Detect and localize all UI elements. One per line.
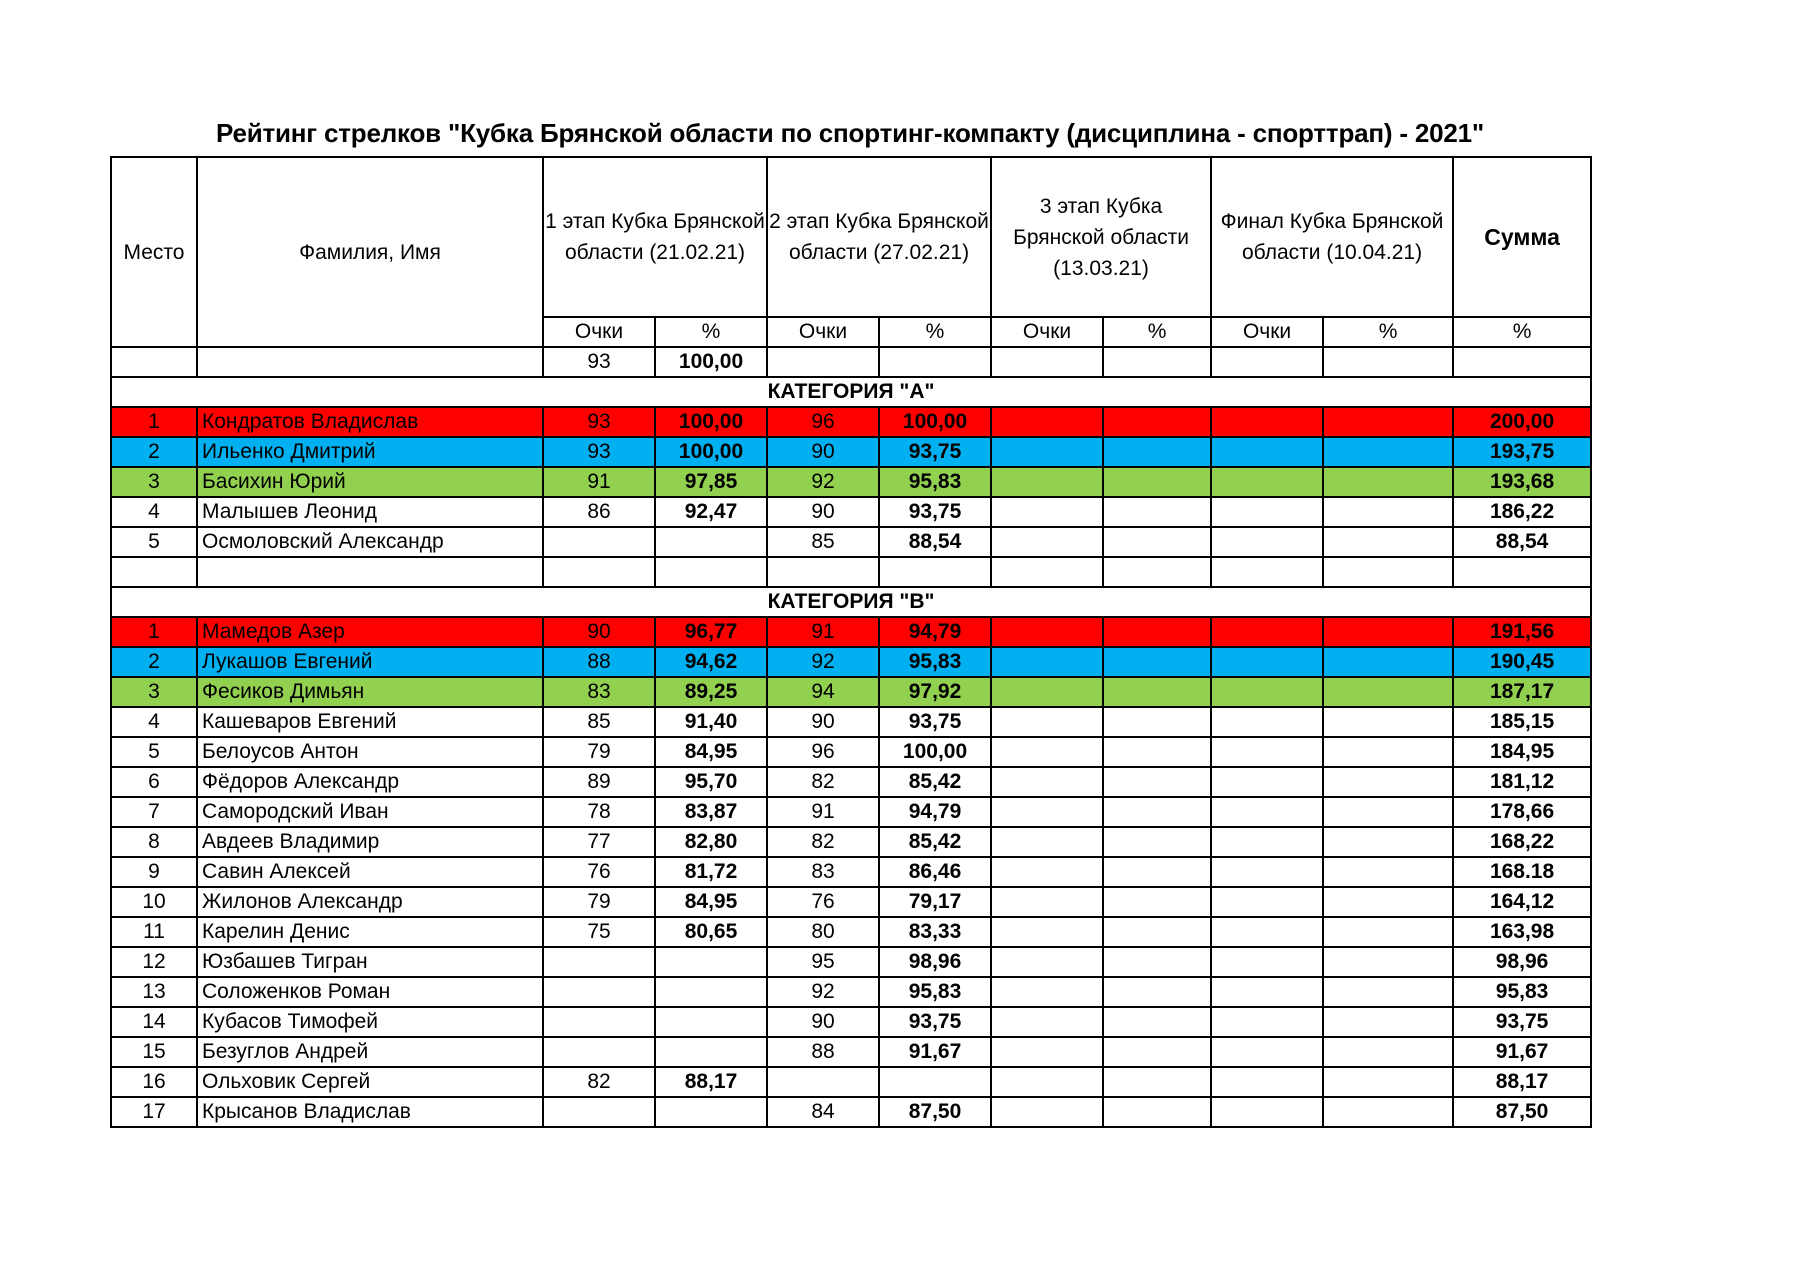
stage3-points-cell — [991, 917, 1103, 947]
final-percent-cell — [1323, 917, 1453, 947]
stage2-percent-cell: 79,17 — [879, 887, 991, 917]
stage3-percent-cell — [1103, 1037, 1211, 1067]
name-cell: Кубасов Тимофей — [197, 1007, 543, 1037]
final-percent-cell — [1323, 767, 1453, 797]
name-cell: Безуглов Андрей — [197, 1037, 543, 1067]
stage1-percent-cell: 88,17 — [655, 1067, 767, 1097]
col-sum-header: Сумма — [1453, 157, 1591, 317]
spacer-row — [111, 557, 1591, 587]
stage2-points-cell: 92 — [767, 467, 879, 497]
sum-cell: 190,45 — [1453, 647, 1591, 677]
stage1-percent-cell — [655, 947, 767, 977]
sum-cell: 98,96 — [1453, 947, 1591, 977]
sum-percent-header: % — [1453, 317, 1591, 347]
name-cell: Соложенков Роман — [197, 977, 543, 1007]
stage3-percent-cell — [1103, 497, 1211, 527]
stage3-percent-cell — [1103, 437, 1211, 467]
place-cell: 2 — [111, 437, 197, 467]
stage1-points-cell — [543, 1097, 655, 1127]
stage3-percent-cell — [1103, 617, 1211, 647]
stage3-points-cell — [991, 467, 1103, 497]
name-cell: Лукашов Евгений — [197, 647, 543, 677]
stage1-points-cell: 78 — [543, 797, 655, 827]
place-cell: 11 — [111, 917, 197, 947]
final-percent-cell — [1323, 1007, 1453, 1037]
name-cell: Авдеев Владимир — [197, 827, 543, 857]
stage1-points-cell: 79 — [543, 737, 655, 767]
place-cell: 4 — [111, 497, 197, 527]
stage1-points-cell: 75 — [543, 917, 655, 947]
final-percent-cell — [1323, 527, 1453, 557]
place-cell: 2 — [111, 647, 197, 677]
stage1-points-cell: 82 — [543, 1067, 655, 1097]
place-cell: 12 — [111, 947, 197, 977]
table-row — [111, 1037, 1591, 1067]
final-percent-cell — [1323, 1067, 1453, 1097]
stage1-percent-header: % — [655, 317, 767, 347]
place-cell: 3 — [111, 677, 197, 707]
stage1-percent-cell: 100,00 — [655, 407, 767, 437]
stage1-points-cell: 89 — [543, 767, 655, 797]
name-cell: Савин Алексей — [197, 857, 543, 887]
stage2-percent-cell: 98,96 — [879, 947, 991, 977]
stage2-percent-cell: 94,79 — [879, 617, 991, 647]
stage1-percent-cell: 100,00 — [655, 437, 767, 467]
name-cell: Крысанов Владислав — [197, 1097, 543, 1127]
place-cell: 8 — [111, 827, 197, 857]
stage2-points-cell: 76 — [767, 887, 879, 917]
stage1-points-cell — [543, 527, 655, 557]
stage3-points-cell — [991, 647, 1103, 677]
stage1-points-cell — [543, 977, 655, 1007]
stage2-points-cell: 84 — [767, 1097, 879, 1127]
stage3-percent-cell — [1103, 407, 1211, 437]
stage2-points-cell: 96 — [767, 407, 879, 437]
place-cell: 5 — [111, 527, 197, 557]
stage2-points-cell: 94 — [767, 677, 879, 707]
stage2-percent-cell: 93,75 — [879, 707, 991, 737]
stage3-percent-cell — [1103, 737, 1211, 767]
stage3-percent-cell — [1103, 977, 1211, 1007]
final-points-cell — [1211, 407, 1323, 437]
max-stage1-points: 93 — [543, 347, 655, 377]
sum-cell: 178,66 — [1453, 797, 1591, 827]
stage1-percent-cell: 80,65 — [655, 917, 767, 947]
stage2-points-cell: 92 — [767, 977, 879, 1007]
sum-cell: 181,12 — [1453, 767, 1591, 797]
final-percent-cell — [1323, 977, 1453, 1007]
stage3-points-cell — [991, 857, 1103, 887]
table-row — [111, 767, 1591, 797]
stage1-percent-cell: 97,85 — [655, 467, 767, 497]
sum-cell: 93,75 — [1453, 1007, 1591, 1037]
stage2-points-cell — [767, 1067, 879, 1097]
stage1-points-cell — [543, 1007, 655, 1037]
final-percent-header: % — [1323, 317, 1453, 347]
table-row — [111, 737, 1591, 767]
stage3-points-cell — [991, 497, 1103, 527]
stage3-percent-cell — [1103, 1067, 1211, 1097]
stage1-percent-cell — [655, 1007, 767, 1037]
table-row — [111, 887, 1591, 917]
table-row — [111, 947, 1591, 977]
stage3-percent-cell — [1103, 797, 1211, 827]
stage1-percent-cell: 84,95 — [655, 887, 767, 917]
stage2-percent-cell: 88,54 — [879, 527, 991, 557]
stage2-points-cell: 90 — [767, 437, 879, 467]
stage3-percent-cell — [1103, 917, 1211, 947]
table-row — [111, 917, 1591, 947]
stage1-points-cell: 85 — [543, 707, 655, 737]
place-cell: 7 — [111, 797, 197, 827]
stage1-points-cell: 76 — [543, 857, 655, 887]
sum-cell: 193,75 — [1453, 437, 1591, 467]
final-points-cell — [1211, 767, 1323, 797]
place-cell: 1 — [111, 617, 197, 647]
stage1-points-cell: 79 — [543, 887, 655, 917]
stage1-points-cell: 90 — [543, 617, 655, 647]
sum-cell: 168.18 — [1453, 857, 1591, 887]
place-cell: 9 — [111, 857, 197, 887]
stage3-percent-cell — [1103, 857, 1211, 887]
final-points-cell — [1211, 527, 1323, 557]
place-cell: 10 — [111, 887, 197, 917]
stage3-points-cell — [991, 767, 1103, 797]
sum-cell: 164,12 — [1453, 887, 1591, 917]
stage1-percent-cell: 96,77 — [655, 617, 767, 647]
sum-cell: 191,56 — [1453, 617, 1591, 647]
stage3-points-cell — [991, 797, 1103, 827]
stage3-points-header: Очки — [991, 317, 1103, 347]
table-row — [111, 1067, 1591, 1097]
table-row — [111, 827, 1591, 857]
table-row — [111, 707, 1591, 737]
stage1-points-cell: 93 — [543, 437, 655, 467]
final-percent-cell — [1323, 407, 1453, 437]
table-row — [111, 527, 1591, 557]
name-cell: Ильенко Дмитрий — [197, 437, 543, 467]
category-a-label: КАТЕГОРИЯ "А" — [111, 377, 1591, 407]
table-row — [111, 857, 1591, 887]
stage1-percent-cell — [655, 1097, 767, 1127]
stage2-percent-cell: 85,42 — [879, 767, 991, 797]
stage1-percent-cell: 89,25 — [655, 677, 767, 707]
final-points-header: Очки — [1211, 317, 1323, 347]
stage1-percent-cell: 84,95 — [655, 737, 767, 767]
final-percent-cell — [1323, 467, 1453, 497]
stage2-percent-cell: 91,67 — [879, 1037, 991, 1067]
stage1-points-header: Очки — [543, 317, 655, 347]
place-cell: 17 — [111, 1097, 197, 1127]
table-row — [111, 977, 1591, 1007]
final-points-cell — [1211, 917, 1323, 947]
final-points-cell — [1211, 647, 1323, 677]
name-cell: Ольховик Сергей — [197, 1067, 543, 1097]
stage1-points-cell: 77 — [543, 827, 655, 857]
stage2-percent-cell: 95,83 — [879, 467, 991, 497]
stage2-points-cell: 82 — [767, 767, 879, 797]
stage3-points-cell — [991, 1067, 1103, 1097]
page-title: Рейтинг стрелков "Кубка Брянской области по спортинг-компакту (дисциплина - спорттрап) - 2021" — [215, 118, 1485, 148]
sum-cell: 184,95 — [1453, 737, 1591, 767]
place-cell: 15 — [111, 1037, 197, 1067]
stage1-points-cell — [543, 947, 655, 977]
stage1-percent-cell: 82,80 — [655, 827, 767, 857]
stage3-points-cell — [991, 437, 1103, 467]
stage2-percent-cell — [879, 1067, 991, 1097]
table-row — [111, 617, 1591, 647]
stage1-percent-cell — [655, 1037, 767, 1067]
final-percent-cell — [1323, 887, 1453, 917]
final-percent-cell — [1323, 707, 1453, 737]
sum-cell: 185,15 — [1453, 707, 1591, 737]
place-cell: 1 — [111, 407, 197, 437]
final-percent-cell — [1323, 647, 1453, 677]
col-stage1-header: 1 этап Кубка Брянской области (21.02.21) — [543, 157, 767, 317]
stage3-points-cell — [991, 887, 1103, 917]
final-points-cell — [1211, 437, 1323, 467]
stage2-percent-cell: 83,33 — [879, 917, 991, 947]
stage2-percent-cell: 100,00 — [879, 737, 991, 767]
final-points-cell — [1211, 467, 1323, 497]
stage3-points-cell — [991, 737, 1103, 767]
final-points-cell — [1211, 737, 1323, 767]
stage2-percent-header: % — [879, 317, 991, 347]
stage3-points-cell — [991, 827, 1103, 857]
final-points-cell — [1211, 797, 1323, 827]
name-cell: Белоусов Антон — [197, 737, 543, 767]
final-points-cell — [1211, 1097, 1323, 1127]
name-cell: Осмоловский Александр — [197, 527, 543, 557]
stage1-percent-cell: 95,70 — [655, 767, 767, 797]
name-cell: Фесиков Димьян — [197, 677, 543, 707]
final-percent-cell — [1323, 857, 1453, 887]
stage3-percent-cell — [1103, 467, 1211, 497]
final-points-cell — [1211, 827, 1323, 857]
stage2-percent-cell: 95,83 — [879, 977, 991, 1007]
final-percent-cell — [1323, 497, 1453, 527]
stage2-points-cell: 80 — [767, 917, 879, 947]
name-cell: Самородский Иван — [197, 797, 543, 827]
stage1-percent-cell — [655, 527, 767, 557]
stage2-percent-cell: 93,75 — [879, 1007, 991, 1037]
stage1-points-cell: 88 — [543, 647, 655, 677]
stage3-percent-cell — [1103, 827, 1211, 857]
name-cell: Кондратов Владислав — [197, 407, 543, 437]
stage2-percent-cell: 100,00 — [879, 407, 991, 437]
stage2-percent-cell: 94,79 — [879, 797, 991, 827]
place-cell: 16 — [111, 1067, 197, 1097]
table-row — [111, 1097, 1591, 1127]
stage3-points-cell — [991, 407, 1103, 437]
stage3-percent-cell — [1103, 1007, 1211, 1037]
stage3-points-cell — [991, 977, 1103, 1007]
stage1-points-cell: 93 — [543, 407, 655, 437]
stage2-points-cell: 88 — [767, 1037, 879, 1067]
col-place-header: Место — [111, 157, 197, 347]
table-row — [111, 437, 1591, 467]
final-points-cell — [1211, 887, 1323, 917]
stage3-percent-cell — [1103, 527, 1211, 557]
stage3-percent-cell — [1103, 647, 1211, 677]
stage1-percent-cell: 91,40 — [655, 707, 767, 737]
stage2-points-cell: 90 — [767, 1007, 879, 1037]
stage3-points-cell — [991, 707, 1103, 737]
sum-cell: 193,68 — [1453, 467, 1591, 497]
stage2-points-cell: 83 — [767, 857, 879, 887]
sum-cell: 187,17 — [1453, 677, 1591, 707]
table-row — [111, 497, 1591, 527]
sum-cell: 91,67 — [1453, 1037, 1591, 1067]
stage1-percent-cell — [655, 977, 767, 1007]
sum-cell: 163,98 — [1453, 917, 1591, 947]
stage3-points-cell — [991, 1007, 1103, 1037]
rating-table — [110, 156, 1592, 1128]
name-cell: Карелин Денис — [197, 917, 543, 947]
sum-cell: 168,22 — [1453, 827, 1591, 857]
stage3-points-cell — [991, 1037, 1103, 1067]
name-cell: Жилонов Александр — [197, 887, 543, 917]
stage1-points-cell: 91 — [543, 467, 655, 497]
stage1-points-cell — [543, 1037, 655, 1067]
name-cell: Басихин Юрий — [197, 467, 543, 497]
stage1-percent-cell: 81,72 — [655, 857, 767, 887]
table-row — [111, 677, 1591, 707]
col-stage2-header: 2 этап Кубка Брянской области (27.02.21) — [767, 157, 991, 317]
stage2-points-header: Очки — [767, 317, 879, 347]
stage2-percent-cell: 93,75 — [879, 497, 991, 527]
name-cell: Юзбашев Тигран — [197, 947, 543, 977]
category-b-row — [111, 587, 1591, 617]
stage3-percent-cell — [1103, 887, 1211, 917]
final-percent-cell — [1323, 827, 1453, 857]
stage1-percent-cell: 94,62 — [655, 647, 767, 677]
stage2-points-cell: 90 — [767, 707, 879, 737]
final-percent-cell — [1323, 617, 1453, 647]
table-row — [111, 467, 1591, 497]
stage2-points-cell: 95 — [767, 947, 879, 977]
place-cell: 13 — [111, 977, 197, 1007]
final-points-cell — [1211, 707, 1323, 737]
table-row — [111, 797, 1591, 827]
name-cell: Кашеваров Евгений — [197, 707, 543, 737]
stage3-percent-cell — [1103, 1097, 1211, 1127]
stage2-points-cell: 82 — [767, 827, 879, 857]
stage2-points-cell: 91 — [767, 617, 879, 647]
place-cell: 4 — [111, 707, 197, 737]
stage3-percent-cell — [1103, 947, 1211, 977]
max-score-row — [111, 347, 1591, 377]
stage3-percent-cell — [1103, 767, 1211, 797]
sum-cell: 95,83 — [1453, 977, 1591, 1007]
table-row — [111, 647, 1591, 677]
stage1-points-cell: 86 — [543, 497, 655, 527]
name-cell: Мамедов Азер — [197, 617, 543, 647]
final-percent-cell — [1323, 797, 1453, 827]
col-final-header: Финал Кубка Брянской области (10.04.21) — [1211, 157, 1453, 317]
final-percent-cell — [1323, 737, 1453, 767]
sum-cell: 87,50 — [1453, 1097, 1591, 1127]
final-points-cell — [1211, 857, 1323, 887]
stage2-points-cell: 90 — [767, 497, 879, 527]
final-points-cell — [1211, 497, 1323, 527]
sum-cell: 200,00 — [1453, 407, 1591, 437]
stage1-points-cell: 83 — [543, 677, 655, 707]
table-row — [111, 1007, 1591, 1037]
header-row — [111, 157, 1591, 317]
place-cell: 5 — [111, 737, 197, 767]
stage2-points-cell: 92 — [767, 647, 879, 677]
stage3-points-cell — [991, 677, 1103, 707]
final-percent-cell — [1323, 677, 1453, 707]
final-percent-cell — [1323, 1037, 1453, 1067]
table-row — [111, 407, 1591, 437]
final-points-cell — [1211, 1067, 1323, 1097]
final-points-cell — [1211, 977, 1323, 1007]
final-points-cell — [1211, 947, 1323, 977]
stage3-percent-header: % — [1103, 317, 1211, 347]
stage3-points-cell — [991, 527, 1103, 557]
final-points-cell — [1211, 677, 1323, 707]
stage1-percent-cell: 92,47 — [655, 497, 767, 527]
stage3-points-cell — [991, 947, 1103, 977]
final-percent-cell — [1323, 1097, 1453, 1127]
sum-cell: 88,54 — [1453, 527, 1591, 557]
stage3-percent-cell — [1103, 677, 1211, 707]
max-stage1-percent: 100,00 — [655, 347, 767, 377]
final-points-cell — [1211, 1007, 1323, 1037]
sum-cell: 88,17 — [1453, 1067, 1591, 1097]
stage2-points-cell: 85 — [767, 527, 879, 557]
stage2-percent-cell: 93,75 — [879, 437, 991, 467]
stage2-percent-cell: 97,92 — [879, 677, 991, 707]
sum-cell: 186,22 — [1453, 497, 1591, 527]
stage3-points-cell — [991, 617, 1103, 647]
final-points-cell — [1211, 617, 1323, 647]
stage2-points-cell: 91 — [767, 797, 879, 827]
place-cell: 14 — [111, 1007, 197, 1037]
name-cell: Малышев Леонид — [197, 497, 543, 527]
name-cell: Фёдоров Александр — [197, 767, 543, 797]
final-percent-cell — [1323, 947, 1453, 977]
final-points-cell — [1211, 1037, 1323, 1067]
stage2-percent-cell: 95,83 — [879, 647, 991, 677]
place-cell: 6 — [111, 767, 197, 797]
stage1-percent-cell: 83,87 — [655, 797, 767, 827]
stage2-points-cell: 96 — [767, 737, 879, 767]
stage2-percent-cell: 87,50 — [879, 1097, 991, 1127]
col-name-header: Фамилия, Имя — [197, 157, 543, 347]
category-a-row — [111, 377, 1591, 407]
category-b-label: КАТЕГОРИЯ "В" — [111, 587, 1591, 617]
final-percent-cell — [1323, 437, 1453, 467]
place-cell: 3 — [111, 467, 197, 497]
stage3-points-cell — [991, 1097, 1103, 1127]
stage3-percent-cell — [1103, 707, 1211, 737]
col-stage3-header: 3 этап Кубка Брянской области (13.03.21) — [991, 157, 1211, 317]
stage2-percent-cell: 85,42 — [879, 827, 991, 857]
stage2-percent-cell: 86,46 — [879, 857, 991, 887]
